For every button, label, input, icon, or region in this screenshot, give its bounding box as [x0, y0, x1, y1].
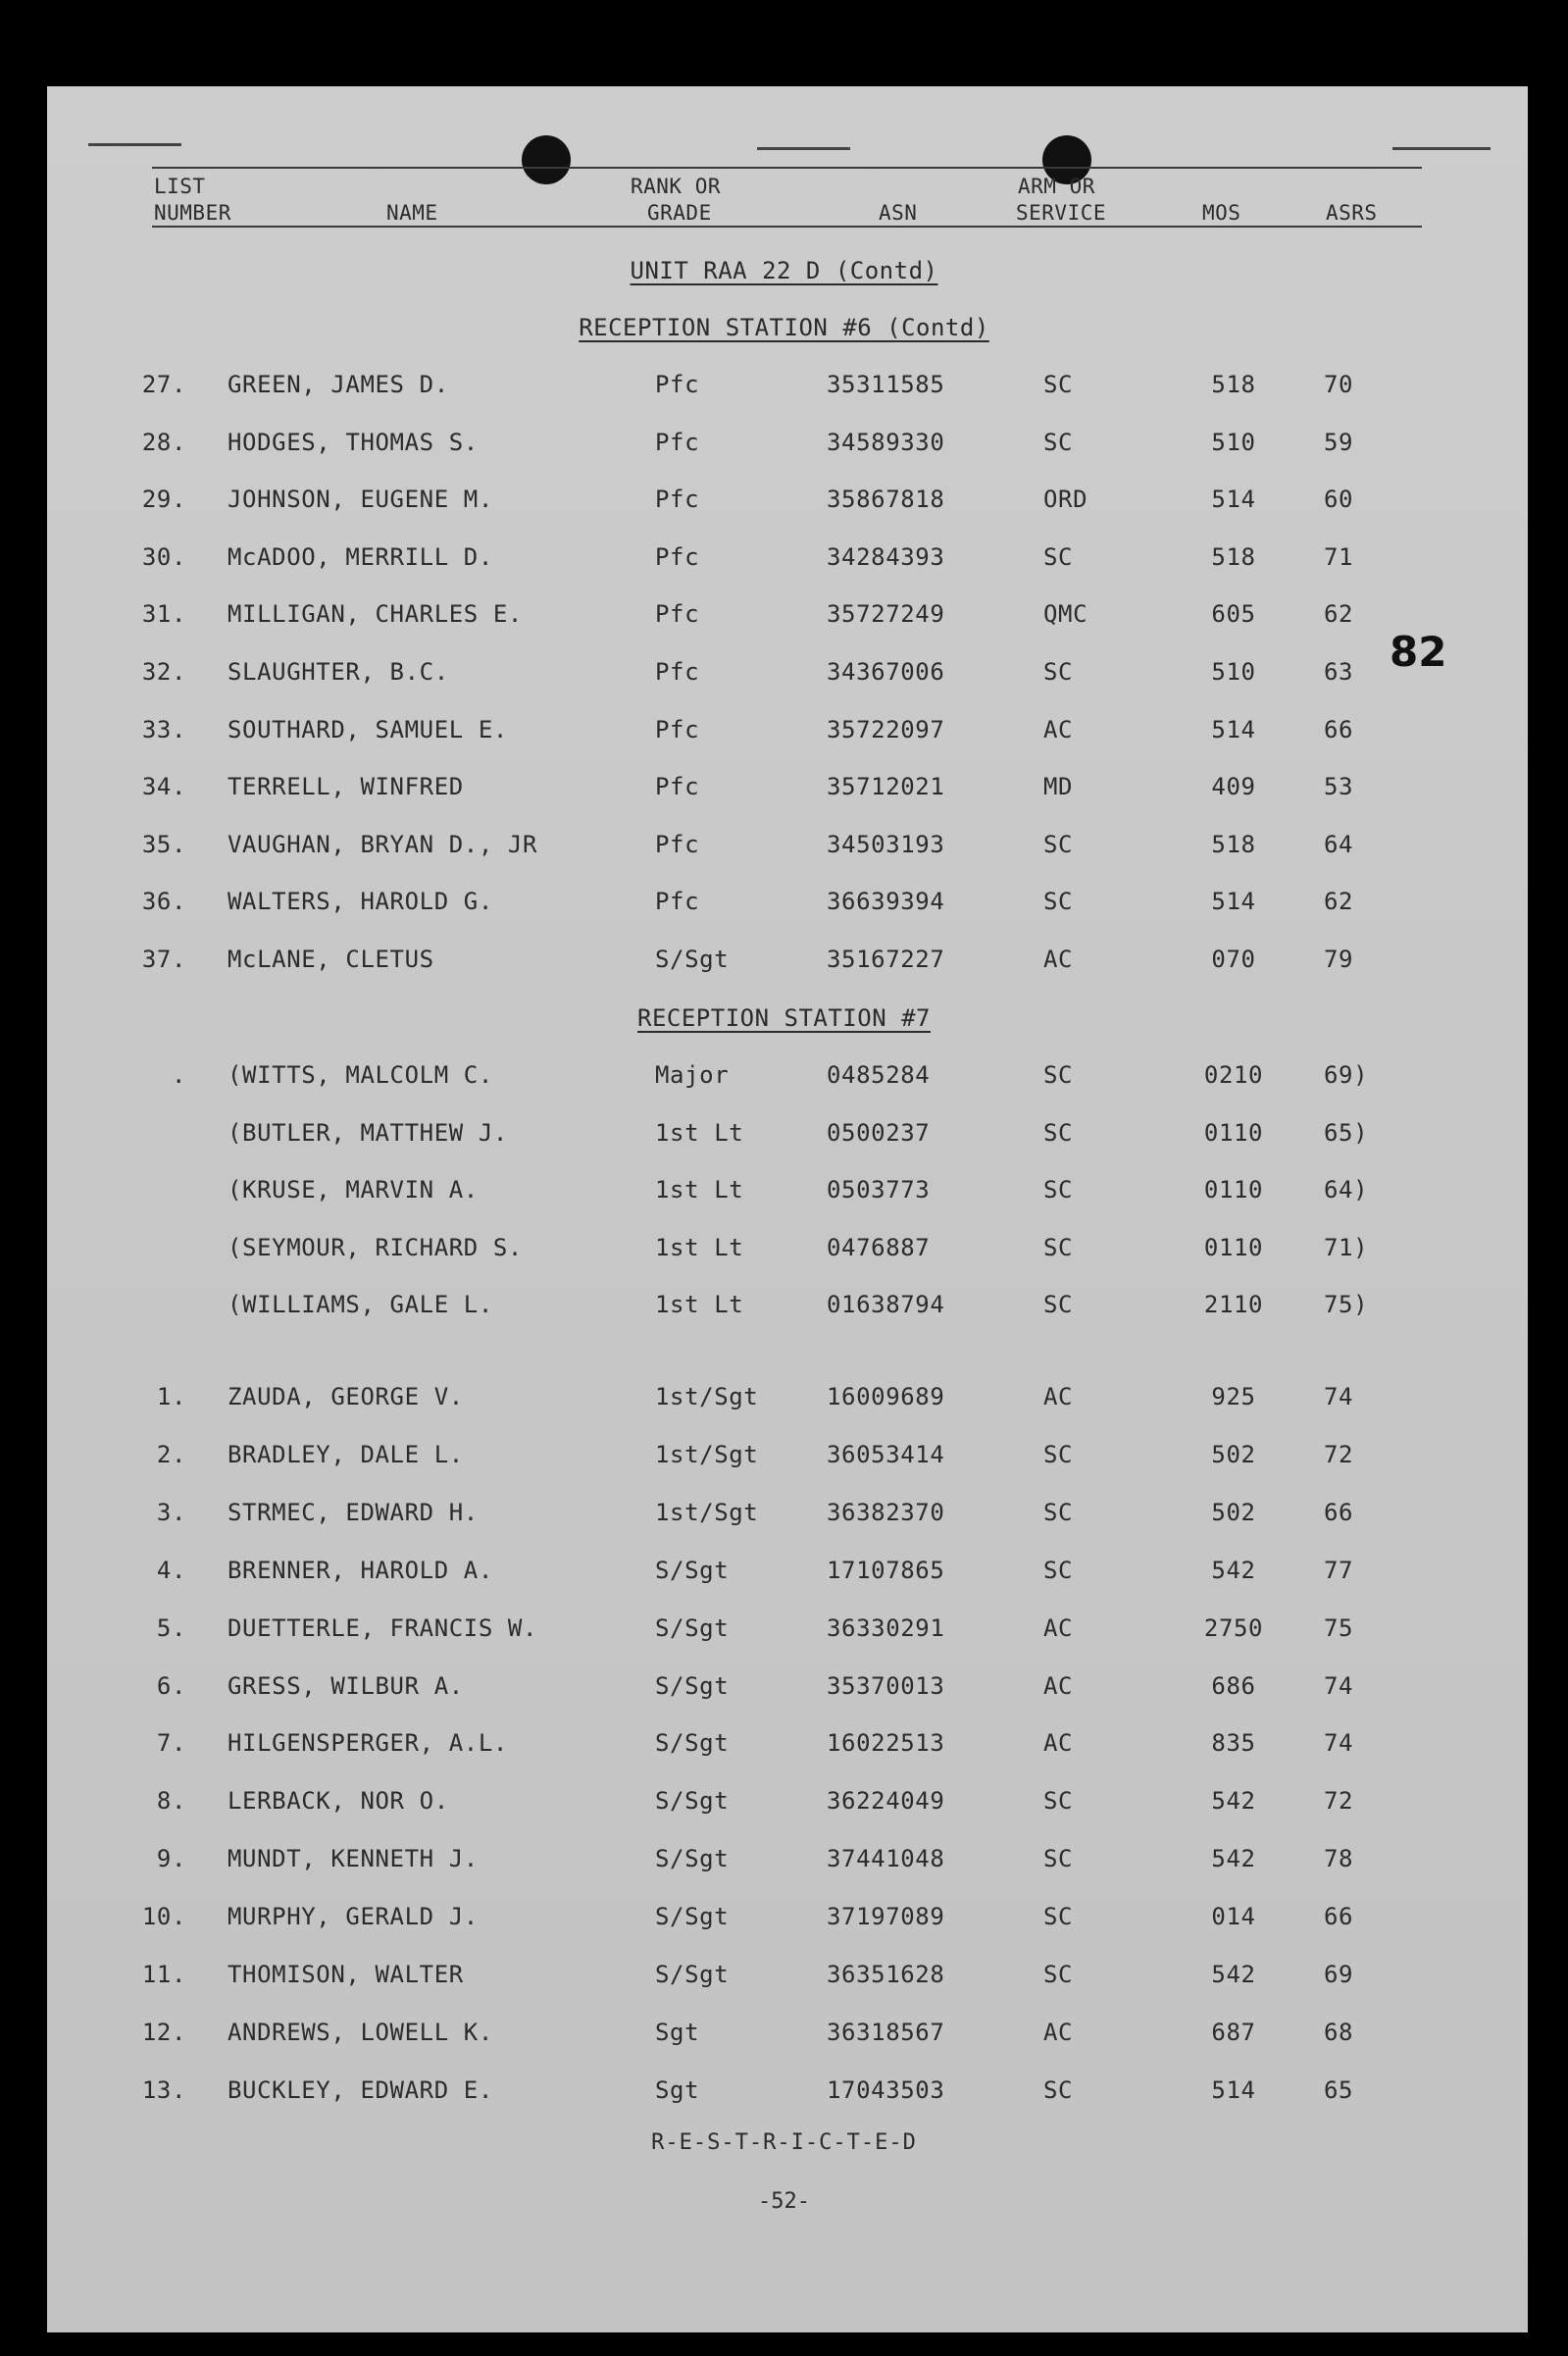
cell-name: McADOO, MERRILL D. [228, 542, 493, 571]
cell-num: 6. [156, 1671, 186, 1700]
cell-mos: 502 [1211, 1440, 1256, 1468]
header-list-line2: NUMBER [154, 201, 231, 225]
cell-mos: 542 [1211, 1961, 1256, 1988]
table-row [0, 1787, 1568, 1826]
cell-asn: 0500237 [827, 1118, 931, 1147]
table-row [0, 1614, 1568, 1654]
cell-arm: AC [1043, 1671, 1074, 1700]
cell-mos: 925 [1211, 1383, 1256, 1410]
cell-mos: 542 [1211, 1556, 1256, 1584]
cell-num: 8. [156, 1787, 186, 1816]
cell-arm: SC [1043, 1291, 1074, 1319]
cell-arm: ORD [1043, 486, 1088, 514]
cell-arm: AC [1043, 1729, 1074, 1758]
table-row [0, 773, 1568, 812]
cell-arm: SC [1043, 371, 1074, 398]
cell-mos: 0110 [1203, 1176, 1264, 1204]
cell-rank: S/Sgt [655, 1961, 730, 1988]
table-row [0, 429, 1568, 468]
cell-mos: 2750 [1203, 1613, 1264, 1642]
cell-rank: S/Sgt [655, 1613, 730, 1642]
table-row [0, 1234, 1568, 1273]
table-row [0, 658, 1568, 697]
cell-arm: SC [1043, 1233, 1074, 1261]
cell-mos: 686 [1211, 1671, 1256, 1700]
cell-name: BRADLEY, DALE L. [228, 1440, 464, 1468]
cell-asn: 37197089 [827, 1903, 945, 1931]
cell-name: MURPHY, GERALD J. [228, 1903, 479, 1931]
cell-rank: 1st/Sgt [655, 1440, 759, 1468]
cell-asn: 35167227 [827, 946, 945, 973]
cell-asrs: 72 [1324, 1787, 1354, 1816]
cell-name: (BUTLER, MATTHEW J. [228, 1118, 508, 1147]
cell-asn: 35867818 [827, 486, 945, 514]
cell-asn: 36351628 [827, 1961, 945, 1988]
cell-mos: 0110 [1203, 1118, 1264, 1147]
cell-mos: 518 [1211, 542, 1256, 571]
divider [88, 143, 181, 146]
cell-mos: 014 [1211, 1903, 1256, 1931]
table-row [0, 1061, 1568, 1101]
header-name: NAME [386, 201, 438, 225]
cell-mos: 514 [1211, 2075, 1256, 2104]
cell-arm: SC [1043, 1118, 1074, 1147]
table-row [0, 831, 1568, 870]
cell-name: WALTERS, HAROLD G. [228, 888, 493, 916]
cell-asn: 35727249 [827, 600, 945, 629]
page-number: -52- [758, 2189, 810, 2214]
table-row [0, 1845, 1568, 1884]
cell-asn: 35370013 [827, 1671, 945, 1700]
cell-rank: S/Sgt [655, 1729, 730, 1758]
cell-name: MUNDT, KENNETH J. [228, 1845, 479, 1873]
cell-rank: S/Sgt [655, 1845, 730, 1873]
cell-arm: AC [1043, 715, 1074, 743]
table-row [0, 946, 1568, 985]
cell-asrs: 74 [1324, 1383, 1354, 1410]
cell-asn: 37441048 [827, 1845, 945, 1873]
cell-asrs: 62 [1324, 888, 1354, 916]
cell-asn: 35712021 [827, 773, 945, 801]
cell-rank: 1st Lt [655, 1233, 744, 1261]
table-row [0, 371, 1568, 410]
cell-mos: 687 [1211, 2018, 1256, 2046]
header-asn: ASN [879, 201, 918, 225]
cell-asn: 0503773 [827, 1176, 931, 1204]
cell-arm: SC [1043, 542, 1074, 571]
cell-asn: 34284393 [827, 542, 945, 571]
cell-num: 32. [141, 658, 186, 686]
cell-mos: 514 [1211, 715, 1256, 743]
cell-name: GREEN, JAMES D. [228, 371, 449, 398]
cell-name: LERBACK, NOR O. [228, 1787, 449, 1816]
cell-rank: Sgt [655, 2075, 700, 2104]
cell-asn: 34367006 [827, 658, 945, 686]
cell-asn: 36318567 [827, 2018, 945, 2046]
cell-asn: 16022513 [827, 1729, 945, 1758]
cell-arm: AC [1043, 946, 1074, 973]
cell-num: 7. [156, 1729, 186, 1758]
header-arm-line1: ARM OR [1018, 175, 1095, 198]
cell-num: . [171, 1061, 186, 1089]
cell-rank: Pfc [655, 600, 700, 629]
cell-asrs: 64) [1324, 1176, 1369, 1204]
table-row [0, 1557, 1568, 1596]
cell-mos: 510 [1211, 428, 1256, 456]
cell-asn: 01638794 [827, 1291, 945, 1319]
section-title-station-7: RECEPTION STATION #7 [637, 1004, 931, 1032]
cell-asrs: 75) [1324, 1291, 1369, 1319]
cell-asrs: 74 [1324, 1729, 1354, 1758]
cell-asn: 35311585 [827, 371, 945, 398]
cell-asrs: 68 [1324, 2018, 1354, 2046]
cell-rank: S/Sgt [655, 1671, 730, 1700]
cell-mos: 835 [1211, 1729, 1256, 1758]
cell-num: 33. [141, 715, 186, 743]
cell-name: HILGENSPERGER, A.L. [228, 1729, 508, 1758]
cell-asrs: 60 [1324, 486, 1354, 514]
cell-name: (KRUSE, MARVIN A. [228, 1176, 479, 1204]
cell-name: MILLIGAN, CHARLES E. [228, 600, 523, 629]
cell-rank: Pfc [655, 830, 700, 858]
cell-asrs: 69 [1324, 1961, 1354, 1988]
cell-rank: 1st Lt [655, 1291, 744, 1319]
cell-num: 9. [156, 1845, 186, 1873]
cell-name: TERRELL, WINFRED [228, 773, 464, 801]
cell-asrs: 77 [1324, 1556, 1354, 1584]
cell-asrs: 78 [1324, 1845, 1354, 1873]
cell-asn: 34503193 [827, 830, 945, 858]
cell-asrs: 72 [1324, 1440, 1354, 1468]
cell-asn: 36639394 [827, 888, 945, 916]
cell-asn: 0476887 [827, 1233, 931, 1261]
cell-asrs: 59 [1324, 428, 1354, 456]
cell-num: 13. [141, 2075, 186, 2104]
table-row [0, 716, 1568, 755]
cell-num: 10. [141, 1903, 186, 1931]
cell-mos: 518 [1211, 830, 1256, 858]
cell-name: SLAUGHTER, B.C. [228, 658, 449, 686]
cell-num: 30. [141, 542, 186, 571]
cell-name: DUETTERLE, FRANCIS W. [228, 1613, 538, 1642]
table-row [0, 1441, 1568, 1480]
cell-asrs: 74 [1324, 1671, 1354, 1700]
cell-arm: MD [1043, 773, 1074, 801]
punch-hole [522, 135, 571, 184]
cell-rank: 1st/Sgt [655, 1383, 759, 1410]
cell-num: 37. [141, 946, 186, 973]
cell-asrs: 65) [1324, 1118, 1369, 1147]
cell-arm: AC [1043, 1613, 1074, 1642]
cell-asrs: 65 [1324, 2075, 1354, 2104]
divider [757, 147, 850, 150]
cell-rank: Pfc [655, 486, 700, 514]
cell-mos: 0110 [1203, 1233, 1264, 1261]
cell-rank: 1st Lt [655, 1118, 744, 1147]
cell-arm: SC [1043, 1845, 1074, 1873]
cell-name: McLANE, CLETUS [228, 946, 434, 973]
cell-name: BUCKLEY, EDWARD E. [228, 2075, 493, 2104]
cell-num: 34. [141, 773, 186, 801]
cell-arm: SC [1043, 1903, 1074, 1931]
cell-arm: SC [1043, 658, 1074, 686]
cell-asn: 17043503 [827, 2075, 945, 2104]
cell-rank: Pfc [655, 773, 700, 801]
table-row [0, 1119, 1568, 1158]
header-rank-line1: RANK OR [631, 175, 722, 198]
cell-rank: S/Sgt [655, 1903, 730, 1931]
cell-arm: SC [1043, 888, 1074, 916]
cell-mos: 605 [1211, 600, 1256, 629]
cell-name: HODGES, THOMAS S. [228, 428, 479, 456]
cell-rank: Major [655, 1061, 730, 1089]
cell-name: ZAUDA, GEORGE V. [228, 1383, 464, 1410]
cell-num: 31. [141, 600, 186, 629]
cell-asrs: 79 [1324, 946, 1354, 973]
cell-mos: 542 [1211, 1845, 1256, 1873]
cell-asrs: 69) [1324, 1061, 1369, 1089]
cell-num: 5. [156, 1613, 186, 1642]
cell-arm: AC [1043, 1383, 1074, 1410]
table-row [0, 486, 1568, 525]
cell-asrs: 64 [1324, 830, 1354, 858]
cell-num: 12. [141, 2018, 186, 2046]
divider [152, 167, 1422, 169]
cell-asrs: 66 [1324, 1498, 1354, 1526]
section-title-station-6: RECEPTION STATION #6 (Contd) [579, 314, 989, 341]
cell-asrs: 63 [1324, 658, 1354, 686]
cell-name: SOUTHARD, SAMUEL E. [228, 715, 508, 743]
cell-rank: Pfc [655, 658, 700, 686]
cell-arm: SC [1043, 1556, 1074, 1584]
table-row [0, 1729, 1568, 1768]
cell-rank: S/Sgt [655, 1787, 730, 1816]
cell-asn: 35722097 [827, 715, 945, 743]
header-rank-line2: GRADE [647, 201, 712, 225]
cell-mos: 514 [1211, 888, 1256, 916]
table-row [0, 888, 1568, 927]
cell-asn: 36330291 [827, 1613, 945, 1642]
cell-mos: 514 [1211, 486, 1256, 514]
cell-asn: 34589330 [827, 428, 945, 456]
cell-asrs: 53 [1324, 773, 1354, 801]
table-row [0, 543, 1568, 583]
cell-mos: 502 [1211, 1498, 1256, 1526]
cell-num: 11. [141, 1961, 186, 1988]
cell-name: GRESS, WILBUR A. [228, 1671, 464, 1700]
cell-asn: 16009689 [827, 1383, 945, 1410]
cell-asrs: 62 [1324, 600, 1354, 629]
header-list-line1: LIST [154, 175, 206, 198]
restricted-marking: R-E-S-T-R-I-C-T-E-D [651, 2130, 917, 2155]
header-mos: MOS [1202, 201, 1241, 225]
divider [1392, 147, 1491, 150]
cell-num: 2. [156, 1440, 186, 1468]
cell-name: (SEYMOUR, RICHARD S. [228, 1233, 523, 1261]
cell-name: THOMISON, WALTER [228, 1961, 464, 1988]
cell-num: 1. [156, 1383, 186, 1410]
cell-arm: SC [1043, 1961, 1074, 1988]
table-row [0, 1672, 1568, 1712]
cell-asn: 36053414 [827, 1440, 945, 1468]
cell-rank: Pfc [655, 542, 700, 571]
cell-num: 4. [156, 1556, 186, 1584]
cell-rank: Pfc [655, 428, 700, 456]
table-row [0, 1291, 1568, 1330]
table-row [0, 600, 1568, 640]
cell-asn: 36382370 [827, 1498, 945, 1526]
cell-mos: 518 [1211, 371, 1256, 398]
cell-rank: 1st/Sgt [655, 1498, 759, 1526]
cell-rank: Pfc [655, 371, 700, 398]
cell-name: JOHNSON, EUGENE M. [228, 486, 493, 514]
cell-num: 27. [141, 371, 186, 398]
cell-asrs: 75 [1324, 1613, 1354, 1642]
cell-name: STRMEC, EDWARD H. [228, 1498, 479, 1526]
cell-arm: SC [1043, 2075, 1074, 2104]
cell-mos: 542 [1211, 1787, 1256, 1816]
cell-num: 29. [141, 486, 186, 514]
cell-mos: 2110 [1203, 1291, 1264, 1319]
header-arm-line2: SERVICE [1016, 201, 1107, 225]
cell-rank: S/Sgt [655, 946, 730, 973]
cell-mos: 409 [1211, 773, 1256, 801]
table-row [0, 1176, 1568, 1215]
cell-arm: SC [1043, 1440, 1074, 1468]
cell-arm: SC [1043, 830, 1074, 858]
cell-arm: QMC [1043, 600, 1088, 629]
header-asrs: ASRS [1326, 201, 1378, 225]
cell-rank: Pfc [655, 715, 700, 743]
table-row [0, 1903, 1568, 1942]
cell-name: (WITTS, MALCOLM C. [228, 1061, 493, 1089]
page-stamp: 82 [1390, 628, 1447, 676]
table-row [0, 1961, 1568, 2000]
cell-asrs: 70 [1324, 371, 1354, 398]
cell-num: 3. [156, 1498, 186, 1526]
cell-asrs: 71) [1324, 1233, 1369, 1261]
cell-arm: SC [1043, 1061, 1074, 1089]
table-row [0, 1383, 1568, 1422]
cell-arm: SC [1043, 1176, 1074, 1204]
unit-title: UNIT RAA 22 D (Contd) [630, 257, 938, 284]
cell-mos: 0210 [1203, 1061, 1264, 1089]
cell-name: (WILLIAMS, GALE L. [228, 1291, 493, 1319]
table-row [0, 1499, 1568, 1538]
cell-asn: 36224049 [827, 1787, 945, 1816]
cell-num: 36. [141, 888, 186, 916]
cell-asrs: 71 [1324, 542, 1354, 571]
table-row [0, 2019, 1568, 2058]
cell-rank: Sgt [655, 2018, 700, 2046]
cell-num: 28. [141, 428, 186, 456]
table-row [0, 2076, 1568, 2116]
cell-asn: 0485284 [827, 1061, 931, 1089]
cell-name: BRENNER, HAROLD A. [228, 1556, 493, 1584]
cell-asn: 17107865 [827, 1556, 945, 1584]
cell-name: ANDREWS, LOWELL K. [228, 2018, 493, 2046]
cell-asrs: 66 [1324, 1903, 1354, 1931]
cell-arm: SC [1043, 1787, 1074, 1816]
cell-num: 35. [141, 830, 186, 858]
cell-rank: S/Sgt [655, 1556, 730, 1584]
cell-arm: SC [1043, 1498, 1074, 1526]
cell-rank: 1st Lt [655, 1176, 744, 1204]
cell-mos: 070 [1211, 946, 1256, 973]
cell-arm: AC [1043, 2018, 1074, 2046]
cell-asrs: 66 [1324, 715, 1354, 743]
cell-rank: Pfc [655, 888, 700, 916]
cell-name: VAUGHAN, BRYAN D., JR [228, 830, 538, 858]
cell-mos: 510 [1211, 658, 1256, 686]
cell-arm: SC [1043, 428, 1074, 456]
